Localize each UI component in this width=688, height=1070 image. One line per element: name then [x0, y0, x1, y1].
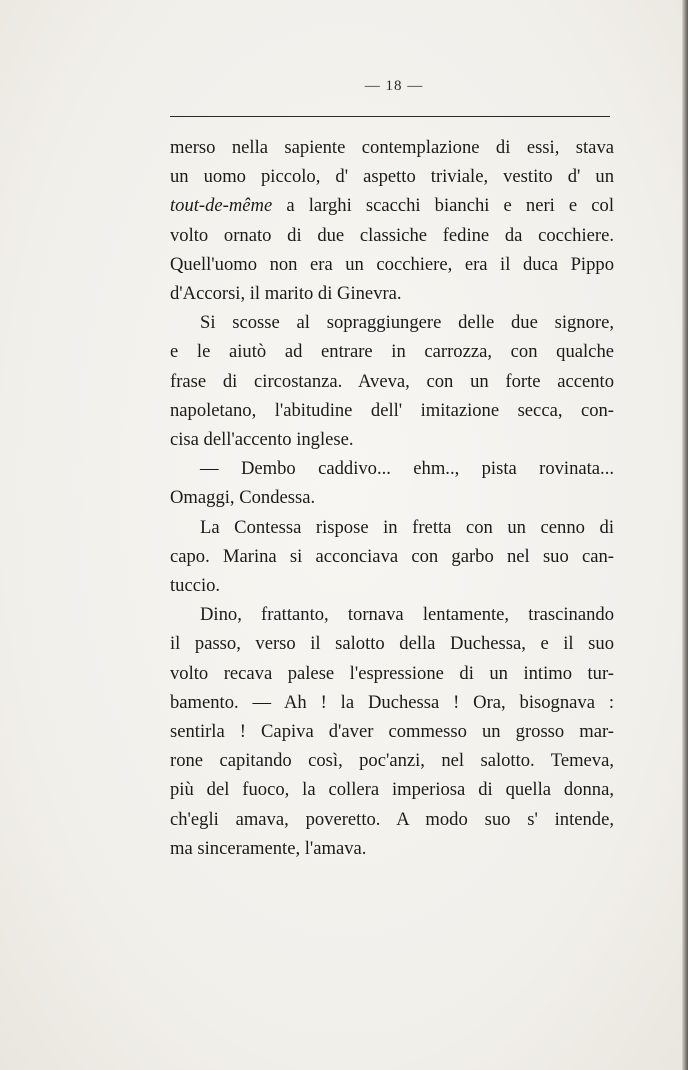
text-line: più del fuoco, la collera imperiosa di quella donna, — [170, 779, 614, 801]
text-line: — Dembo caddivo... ehm.., pista rovinata... — [200, 458, 614, 480]
text-line: Dino, frattanto, tornava lentamente, trascinando — [200, 604, 614, 626]
text-line: tout-de-même a larghi scacchi bianchi e neri e col — [170, 195, 614, 217]
text-line: volto recava palese l'espressione di un intimo tur- — [170, 662, 614, 684]
text-line: cisa dell'accento inglese. — [170, 429, 354, 451]
paragraph — [170, 308, 614, 454]
italic-phrase: tout-de-même — [170, 195, 273, 217]
header-rule — [170, 116, 610, 117]
text-line: d'Accorsi, il marito di Ginevra. — [170, 283, 402, 305]
text-line: e le aiutò ad entrare in carrozza, con qualche — [170, 341, 614, 363]
text-line: La Contessa rispose in fretta con un cenno di — [200, 516, 614, 538]
text-line: un uomo piccolo, d' aspetto triviale, vestito d' un — [170, 166, 614, 188]
text-line: tuccio. — [170, 575, 221, 597]
text-line: merso nella sapiente contemplazione di essi, stava — [170, 137, 614, 158]
text-line: Si scosse al sopraggiungere delle due signore, — [200, 312, 614, 334]
page-edge-shadow — [682, 0, 688, 1070]
text-line: ch'egli amava, poveretto. A modo suo s' intende, — [170, 808, 614, 830]
text-line: volto ornato di due classiche fedine da cocchiere. — [170, 224, 614, 246]
text-line: sentirla ! Capiva d'aver commesso un grosso mar- — [170, 721, 614, 743]
page-number: — 18 — — [364, 78, 424, 94]
text-line: rone capitando così, poc'anzi, nel salotto. Temeva, — [170, 750, 614, 772]
body-text — [170, 133, 614, 863]
text-line: bamento. — Ah ! la Duchessa ! Ora, bisognava : — [170, 691, 614, 713]
text-line: Quell'uomo non era un cocchiere, era il duca Pippo — [170, 253, 614, 275]
text-line: Omaggi, Condessa. — [170, 487, 316, 509]
text-line: frase di circostanza. Aveva, con un forte accento — [170, 370, 614, 392]
text-line: napoletano, l'abitudine dell' imitazione secca, con- — [170, 399, 614, 421]
text-line: capo. Marina si acconciava con garbo nel suo can- — [170, 545, 614, 567]
text-line: ma sinceramente, l'amava. — [170, 837, 367, 859]
paragraph — [170, 600, 614, 863]
paragraph — [170, 513, 614, 601]
paragraph — [170, 454, 614, 512]
paragraph — [170, 133, 614, 308]
text-line: il passo, verso il salotto della Duchessa, e il suo — [170, 633, 614, 655]
